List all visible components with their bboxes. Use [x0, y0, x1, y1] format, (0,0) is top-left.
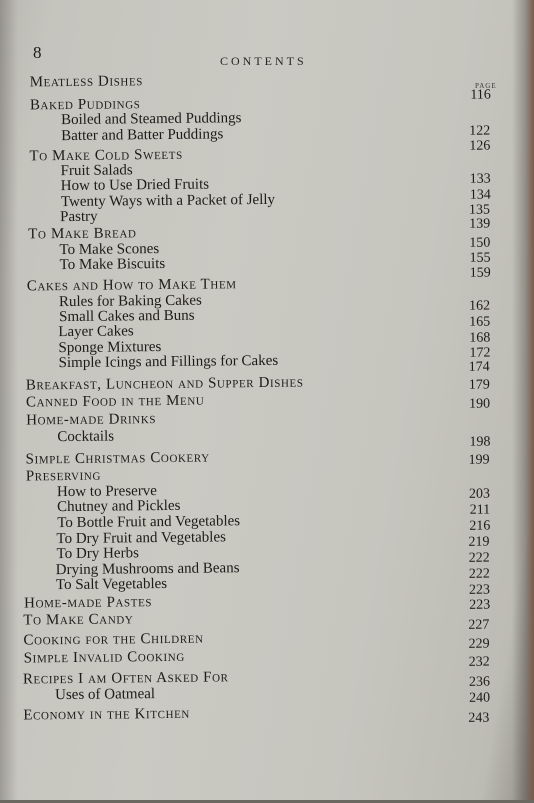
toc-page-number: 199 [468, 452, 490, 468]
toc-subentry-title: To Bottle Fruit and Vegetables [57, 513, 241, 532]
toc-heading-title: Economy in the Kitchen [23, 705, 191, 724]
toc-subentry-title: Sponge Mixtures [58, 339, 162, 357]
toc-heading-title: Simple Christmas Cookery [25, 449, 210, 468]
toc-subentry-title: How to Preserve [56, 483, 158, 501]
toc-heading-title: Home-made Drinks [26, 411, 157, 429]
toc-subentry-title: Twenty Ways with a Packet of Jelly [60, 191, 276, 211]
toc-page-number: 243 [468, 710, 490, 726]
toc-subentry-title: To Make Biscuits [59, 255, 166, 274]
toc-subentry-title: How to Use Dried Fruits [60, 176, 210, 195]
toc-page-number: 172 [469, 345, 491, 361]
toc-heading-title: To Make Bread [28, 225, 137, 243]
toc-subentry-title: Cocktails [57, 428, 115, 446]
toc-heading-title: Canned Food in the Menu [25, 392, 205, 411]
toc-heading-title: Cooking for the Children [23, 630, 204, 649]
toc-heading-title: Preserving [25, 467, 102, 485]
toc-page-number: 122 [469, 123, 491, 139]
toc-heading-title: Simple Invalid Cooking [23, 648, 185, 667]
toc-page-number: 116 [470, 87, 491, 103]
toc-subentry-title: To Salt Vegetables [55, 575, 168, 594]
toc-page-number: 133 [469, 171, 491, 187]
toc-subentry-title: Simple Icings and Fillings for Cakes [58, 352, 279, 372]
toc-page-number: 219 [468, 534, 490, 550]
toc-page-number: 126 [469, 138, 491, 154]
page-column-label: PAGE [475, 82, 497, 90]
toc-heading-title: To Make Candy [23, 611, 134, 629]
toc-page-number: 134 [469, 187, 491, 203]
toc-subentry-title: Pastry [59, 208, 98, 226]
toc-page-number: 236 [468, 674, 491, 690]
toc-subentry-title: Fruit Salads [60, 162, 133, 180]
toc-subentry-title: Uses of Oatmeal [54, 686, 156, 704]
toc-heading-title: Meatless Dishes [29, 73, 144, 91]
toc-subentry-title: Boiled and Steamed Puddings [60, 110, 242, 129]
toc-page-number: 222 [468, 566, 490, 582]
toc-subentry-title: To Make Scones [59, 241, 160, 259]
toc-page-number: 150 [469, 235, 491, 251]
toc-page-number: 168 [469, 330, 491, 346]
toc-page-number: 223 [468, 582, 491, 598]
toc-page-number: 227 [468, 617, 490, 633]
toc-page-number: 190 [468, 396, 491, 412]
toc-page-number: 211 [469, 502, 491, 518]
toc-page-number: 216 [469, 518, 491, 534]
toc-page-number: 179 [468, 377, 490, 393]
toc-page-number: 139 [469, 216, 491, 232]
toc-heading-title: Recipes I am Often Asked For [22, 669, 229, 688]
toc-page-number: 174 [468, 359, 490, 375]
page-number: 8 [33, 43, 42, 62]
toc-subentry-title: Batter and Batter Puddings [61, 126, 224, 145]
toc-page-number: 159 [469, 265, 491, 281]
toc-page-number: 232 [468, 654, 490, 670]
toc-heading-title: To Make Cold Sweets [29, 146, 183, 165]
toc-page-number: 229 [468, 636, 490, 652]
toc-page-number: 198 [469, 434, 491, 450]
toc-subentry-title: Drying Mushrooms and Beans [55, 560, 240, 579]
toc-page-number: 240 [469, 690, 491, 706]
toc-page-number: 223 [469, 597, 491, 613]
toc-subentry-title: To Dry Herbs [56, 545, 139, 563]
toc-subentry-title: Small Cakes and Buns [59, 307, 195, 326]
toc-subentry-title: Layer Cakes [58, 323, 134, 341]
toc-subentry-title: Chutney and Pickles [57, 497, 181, 516]
toc-heading-title: Breakfast, Luncheon and Supper Dishes [25, 374, 304, 394]
toc-heading-title: Baked Puddings [29, 96, 141, 114]
toc-page-number: 203 [468, 486, 491, 502]
toc-page-number: 222 [468, 550, 490, 566]
toc-page-number: 165 [469, 314, 491, 330]
toc-heading-title: Home-made Pastes [24, 594, 153, 612]
toc-subentry-title: Rules for Baking Cakes [58, 292, 202, 311]
running-head: CONTENTS [220, 54, 307, 68]
toc-page-number: 135 [468, 202, 491, 218]
toc-heading-title: Cakes and How to Make Them [26, 276, 237, 295]
toc-subentry-title: To Dry Fruit and Vegetables [56, 529, 227, 548]
toc-page-number: 162 [468, 298, 491, 314]
toc-page-number: 155 [469, 250, 491, 266]
